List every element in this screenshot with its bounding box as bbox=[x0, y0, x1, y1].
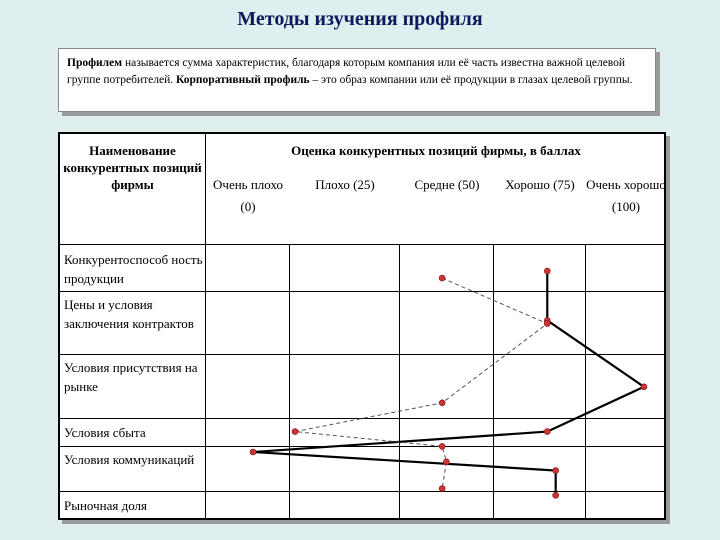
row-label-market-share: Рыночная доля bbox=[60, 491, 206, 520]
intro-text-2: – это образ компании или её продукции в глазах целевой группы. bbox=[309, 74, 633, 86]
intro-text-1: называется сумма характеристик, благодаря которым компания или её часть известна важной целевой группе потребителей. bbox=[67, 57, 626, 86]
profile-point-solid bbox=[250, 449, 256, 455]
page-title: Методы изучения профиля bbox=[237, 8, 483, 30]
intro-term-profile: Профилем bbox=[67, 57, 123, 69]
profile-point-solid bbox=[544, 268, 550, 274]
row-label-sales: Условия сбыта bbox=[60, 418, 206, 446]
profile-point-dashed bbox=[439, 275, 445, 281]
profile-point-dashed bbox=[439, 400, 445, 406]
col-very-bad: Очень плохо (0) bbox=[213, 177, 283, 214]
profile-point-dashed bbox=[544, 321, 550, 327]
profile-chart bbox=[60, 134, 664, 518]
row-label-communications: Условия коммуникаций bbox=[60, 446, 206, 491]
row-label-presence: Условия присутствия на рынке bbox=[60, 354, 206, 418]
col-very-good: Очень хорошо (100) bbox=[586, 177, 666, 214]
profile-table bbox=[58, 132, 666, 520]
profile-point-solid bbox=[553, 468, 559, 474]
row-label-competitiveness: Конкурентоспособ ность продукции bbox=[60, 244, 206, 291]
profile-point-solid bbox=[544, 429, 550, 435]
col-average: Средне (50) bbox=[414, 177, 480, 192]
intro-box bbox=[58, 48, 656, 112]
profile-point-solid bbox=[641, 384, 647, 390]
name-column-header: Наименование конкурентных позиций фирмы bbox=[60, 134, 206, 244]
intro-term-corporate: Корпоративный профиль bbox=[176, 74, 310, 86]
col-bad: Плохо (25) bbox=[315, 177, 375, 192]
row-label-prices: Цены и условия заключения контрактов bbox=[60, 291, 206, 354]
profile-point-solid bbox=[553, 492, 559, 498]
profile-point-dashed bbox=[439, 443, 445, 449]
profile-point-dashed bbox=[443, 459, 449, 465]
profile-point-dashed bbox=[439, 486, 445, 492]
score-column-header: Оценка конкурентных позиций фирмы, в баллах bbox=[291, 143, 581, 158]
col-good: Хорошо (75) bbox=[505, 177, 575, 192]
profile-point-dashed bbox=[292, 429, 298, 435]
